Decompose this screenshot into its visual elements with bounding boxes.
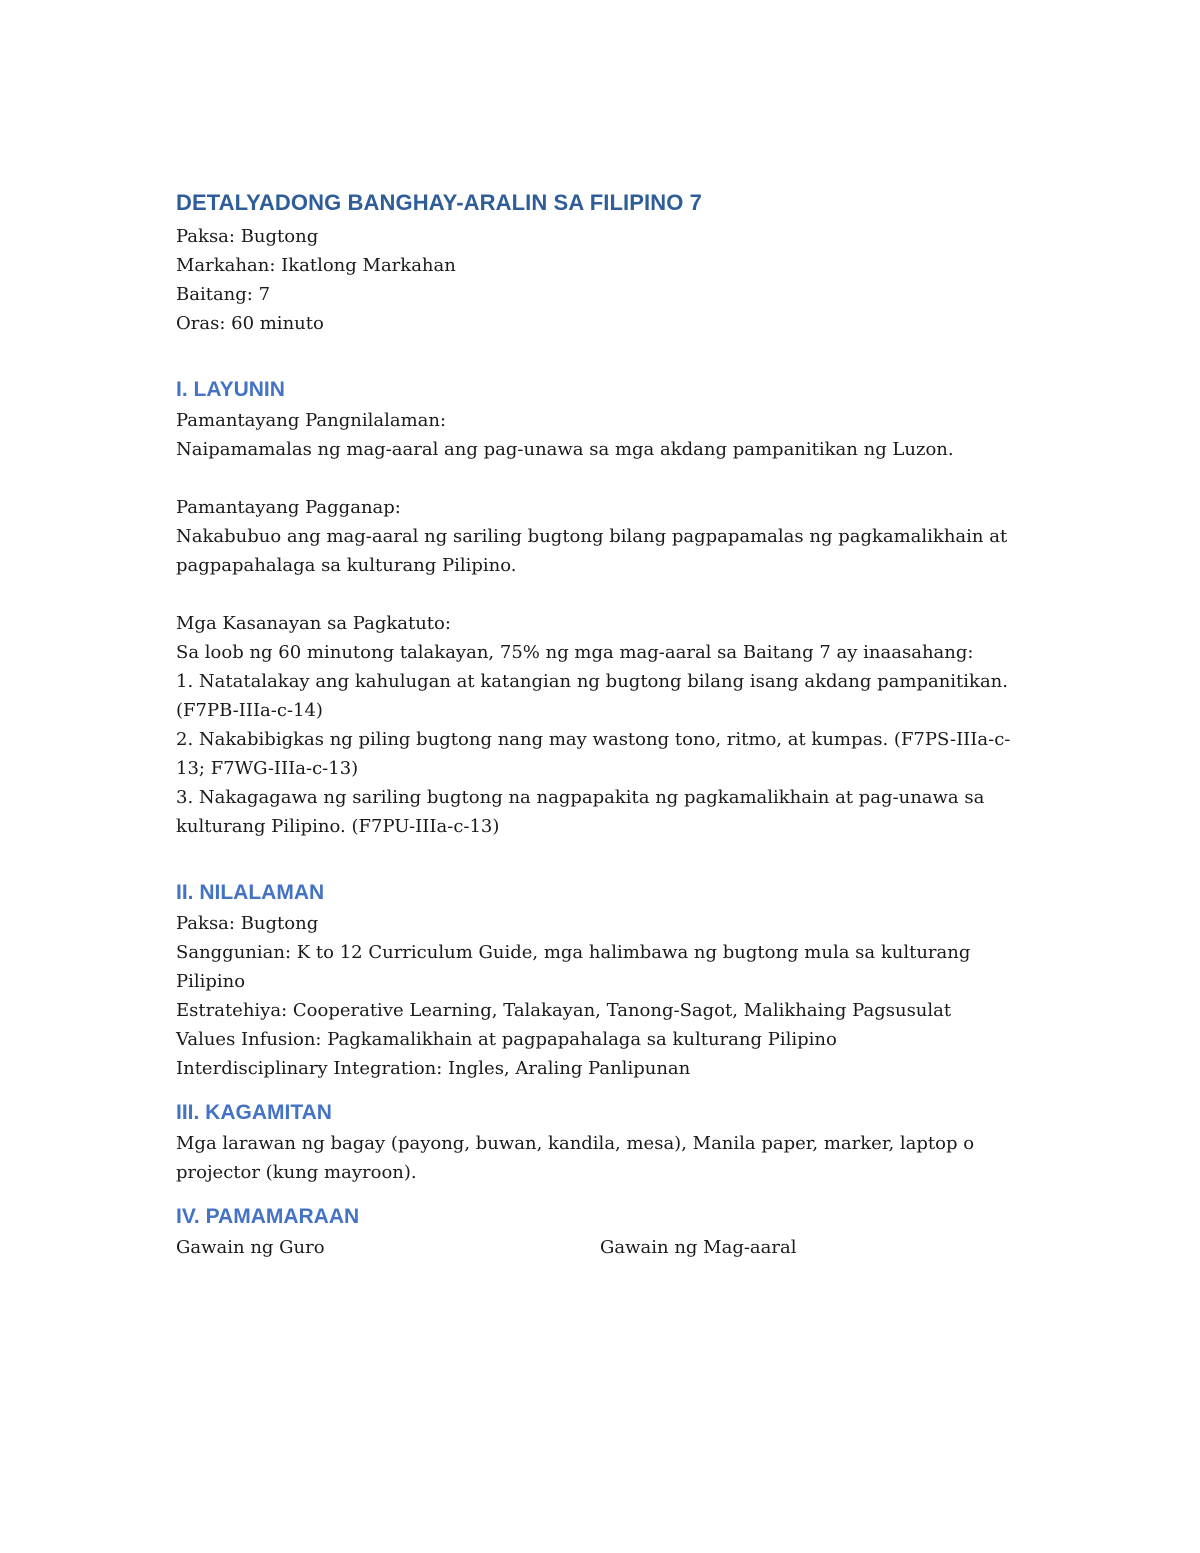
- document-body: [176, 190, 1036, 1262]
- pagganap-label: Pamantayang Pagganap:: [176, 497, 401, 518]
- kasanayan-label: Mga Kasanayan sa Pagkatuto:: [176, 613, 451, 634]
- header-info: [176, 222, 1036, 338]
- pamamaraan-columns: [176, 1233, 1036, 1262]
- section-kagamitan: [176, 1101, 1036, 1187]
- nilalaman-sanggunian-2: Pilipino: [176, 971, 246, 992]
- kasanayan-item-1b: (F7PB-IIIa-c-14): [176, 700, 323, 721]
- nilalaman-estratehiya: Estratehiya: Cooperative Learning, Talakayan, Tanong-Sagot, Malikhaing Pagsusulat: [176, 1000, 952, 1021]
- nilalaman-values: Values Infusion: Pagkamalikhain at pagpapahalaga sa kulturang Pilipino: [176, 1029, 837, 1050]
- kasanayan-item-2a: 2. Nakabibigkas ng piling bugtong nang may wastong tono, ritmo, at kumpas. (F7PS-IIIa-c-: [176, 729, 1011, 750]
- column-guro: Gawain ng Guro: [176, 1237, 325, 1258]
- info-baitang: Baitang: 7: [176, 284, 271, 305]
- heading-pamamaraan: IV. PAMAMARAAN: [176, 1205, 360, 1228]
- document-title: DETALYADONG BANGHAY-ARALIN SA FILIPINO 7: [176, 190, 702, 215]
- kagamitan-text-1: Mga larawan ng bagay (payong, buwan, kandila, mesa), Manila paper, marker, laptop o: [176, 1133, 975, 1154]
- nilalaman-paksa: Paksa: Bugtong: [176, 913, 319, 934]
- pangnilalaman-text: Naipamamalas ng mag-aaral ang pag-unawa sa mga akdang pampanitikan ng Luzon.: [176, 439, 954, 460]
- kasanayan-item-1a: 1. Natatalakay ang kahulugan at katangian ng bugtong bilang isang akdang pampanitikan.: [176, 671, 1008, 692]
- info-paksa: Paksa: Bugtong: [176, 226, 319, 247]
- pagganap-text-2: pagpapahalaga sa kulturang Pilipino.: [176, 555, 517, 576]
- pangnilalaman-label: Pamantayang Pangnilalaman:: [176, 410, 447, 431]
- heading-nilalaman: II. NILALAMAN: [176, 881, 325, 904]
- info-oras: Oras: 60 minuto: [176, 313, 324, 334]
- nilalaman-integration: Interdisciplinary Integration: Ingles, Araling Panlipunan: [176, 1058, 691, 1079]
- kasanayan-item-3b: kulturang Pilipino. (F7PU-IIIa-c-13): [176, 816, 500, 837]
- section-pamamaraan: [176, 1205, 1036, 1262]
- heading-kagamitan: III. KAGAMITAN: [176, 1101, 332, 1124]
- nilalaman-sanggunian-1: Sanggunian: K to 12 Curriculum Guide, mga halimbawa ng bugtong mula sa kulturang: [176, 942, 971, 963]
- info-markahan: Markahan: Ikatlong Markahan: [176, 255, 456, 276]
- column-magaaral: Gawain ng Mag-aaral: [600, 1237, 797, 1258]
- kasanayan-item-2b: 13; F7WG-IIIa-c-13): [176, 758, 359, 779]
- heading-layunin: I. LAYUNIN: [176, 378, 285, 401]
- section-nilalaman: [176, 881, 1036, 1083]
- section-layunin: [176, 378, 1036, 841]
- kagamitan-text-2: projector (kung mayroon).: [176, 1162, 417, 1183]
- kasanayan-item-3a: 3. Nakagagawa ng sariling bugtong na nagpapakita ng pagkamalikhain at pag-unawa sa: [176, 787, 985, 808]
- pagganap-text-1: Nakabubuo ang mag-aaral ng sariling bugtong bilang pagpapamalas ng pagkamalikhain at: [176, 526, 1008, 547]
- kasanayan-intro: Sa loob ng 60 minutong talakayan, 75% ng mga mag-aaral sa Baitang 7 ay inaasahang:: [176, 642, 974, 663]
